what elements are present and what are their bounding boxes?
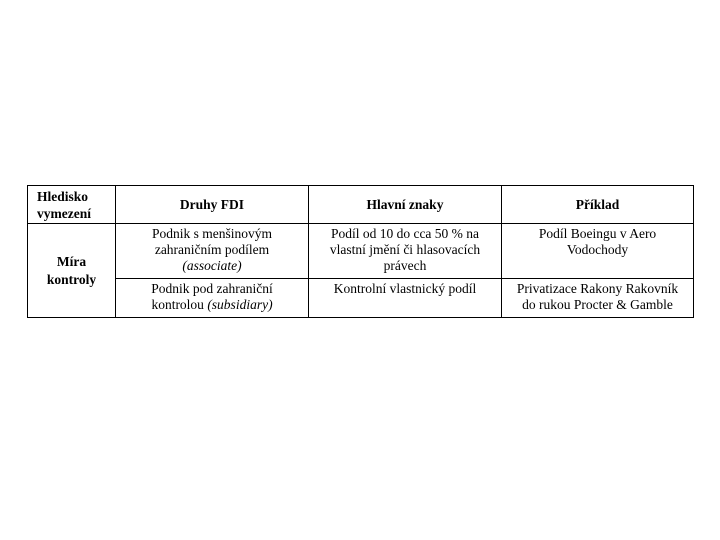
features-line: vlastní jmění či hlasovacích bbox=[329, 242, 481, 257]
example-line: do rukou Procter & Gamble bbox=[522, 297, 673, 312]
features-line: právech bbox=[383, 258, 427, 273]
dimension-cell-line-2: kontroly bbox=[46, 271, 97, 287]
fdi-type-line: zahraničním podílem bbox=[154, 242, 270, 257]
header-dimension-line-1: Hledisko bbox=[37, 188, 89, 204]
example-cell bbox=[502, 279, 694, 318]
fdi-type-cell bbox=[116, 224, 309, 279]
dimension-cell-line-1: Míra bbox=[56, 253, 87, 269]
fdi-type-line: Podnik s menšinovým bbox=[151, 226, 272, 241]
fdi-type-line: kontrolou bbox=[151, 297, 204, 312]
fdi-classification-table bbox=[27, 185, 694, 318]
fdi-type-cell bbox=[116, 279, 309, 318]
header-dimension bbox=[28, 186, 116, 224]
header-example: Příklad bbox=[502, 186, 694, 224]
header-dimension-line-2: vymezení bbox=[37, 205, 91, 221]
fdi-type-italic-term: (associate) bbox=[182, 258, 242, 273]
example-line: Privatizace Rakony Rakovník bbox=[516, 281, 679, 296]
features-line: Kontrolní vlastnický podíl bbox=[333, 281, 477, 296]
header-main-features: Hlavní znaky bbox=[309, 186, 502, 224]
header-fdi-types: Druhy FDI bbox=[116, 186, 309, 224]
table-row bbox=[28, 224, 694, 279]
fdi-type-line: Podnik pod zahraniční bbox=[151, 281, 273, 296]
features-line: Podíl od 10 do cca 50 % na bbox=[330, 226, 480, 241]
table-row bbox=[28, 279, 694, 318]
dimension-cell bbox=[28, 224, 116, 318]
main-features-cell bbox=[309, 279, 502, 318]
fdi-type-italic-term: (subsidiary) bbox=[207, 297, 273, 312]
example-line: Vodochody bbox=[566, 242, 629, 257]
main-features-cell bbox=[309, 224, 502, 279]
table-header-row bbox=[28, 186, 694, 224]
example-line: Podíl Boeingu v Aero bbox=[538, 226, 657, 241]
example-cell bbox=[502, 224, 694, 279]
